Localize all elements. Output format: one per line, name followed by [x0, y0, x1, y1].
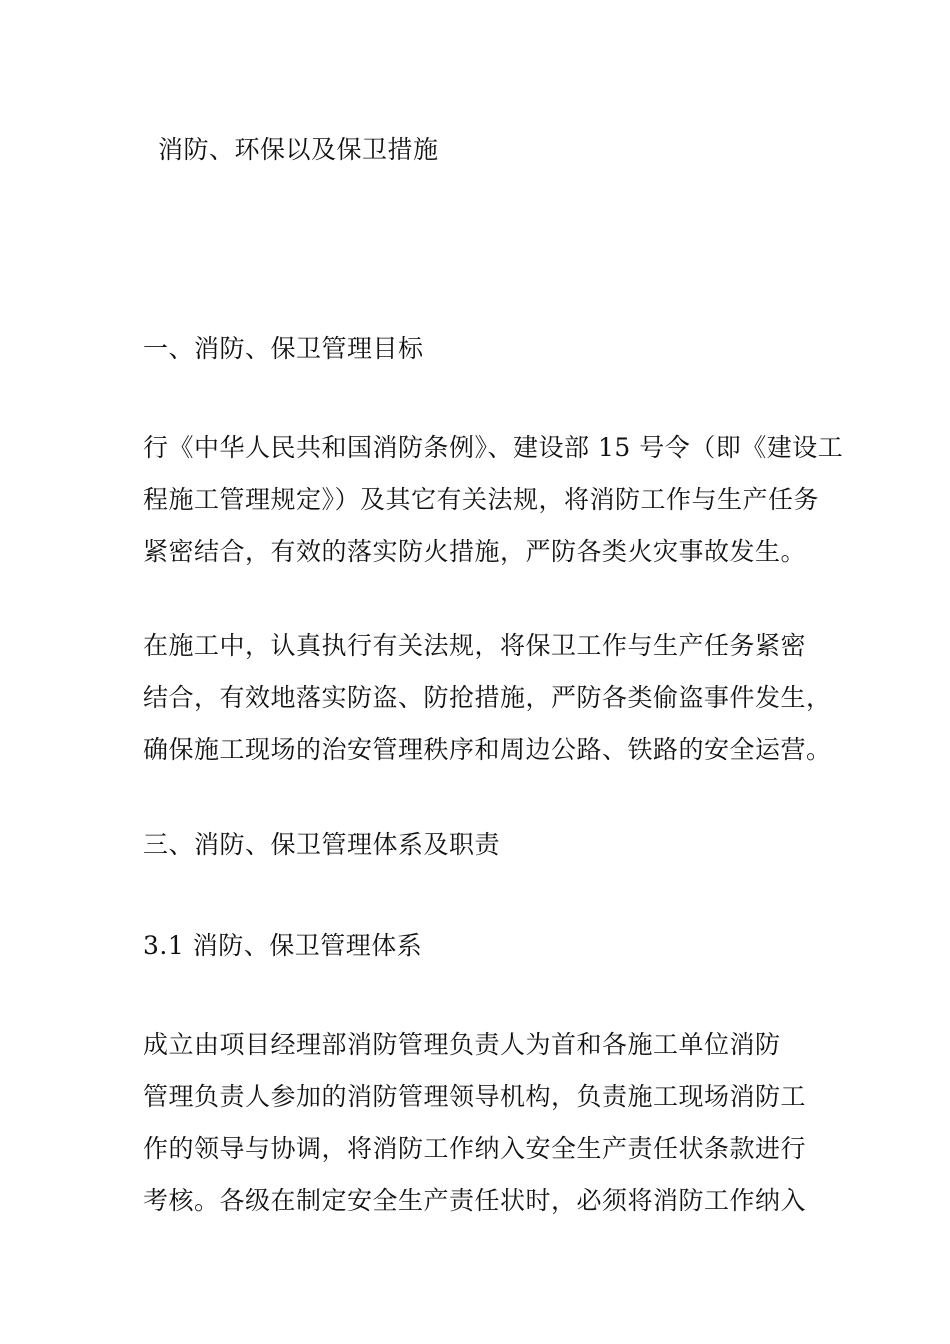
- paragraph-line: 考核。各级在制定安全生产责任状时，必须将消防工作纳入: [143, 1186, 807, 1215]
- subsection-heading-3-1: 3.1 消防、保卫管理体系: [143, 931, 423, 960]
- paragraph-line: 在施工中，认真执行有关法规，将保卫工作与生产任务紧密: [143, 631, 807, 660]
- paragraph-leadership-organization: [143, 1019, 823, 1227]
- paragraph-line: 作的领导与协调，将消防工作纳入安全生产责任状条款进行: [143, 1134, 807, 1163]
- paragraph-line: 行《中华人民共和国消防条例》、建设部 15 号令（即《建设工: [143, 433, 844, 462]
- paragraph-security-measures: [143, 620, 832, 776]
- paragraph-line: 程施工管理规定》）及其它有关法规，将消防工作与生产任务: [143, 485, 820, 514]
- section-heading-management-system-duties: 三、消防、保卫管理体系及职责: [143, 830, 501, 859]
- section-heading-fire-security-goals: 一、消防、保卫管理目标: [143, 334, 424, 363]
- paragraph-line: 确保施工现场的治安管理秩序和周边公路、铁路的安全运营。: [143, 735, 832, 764]
- paragraph-fire-regulations: [143, 422, 844, 578]
- paragraph-line: 管理负责人参加的消防管理领导机构，负责施工现场消防工: [143, 1082, 807, 1111]
- document-title: 消防、环保以及保卫措施: [158, 135, 439, 164]
- paragraph-line: 成立由项目经理部消防管理负责人为首和各施工单位消防: [143, 1030, 781, 1059]
- paragraph-line: 结合，有效地落实防盗、防抢措施，严防各类偷盗事件发生，: [143, 683, 832, 712]
- paragraph-line: 紧密结合，有效的落实防火措施，严防各类火灾事故发生。: [143, 537, 807, 566]
